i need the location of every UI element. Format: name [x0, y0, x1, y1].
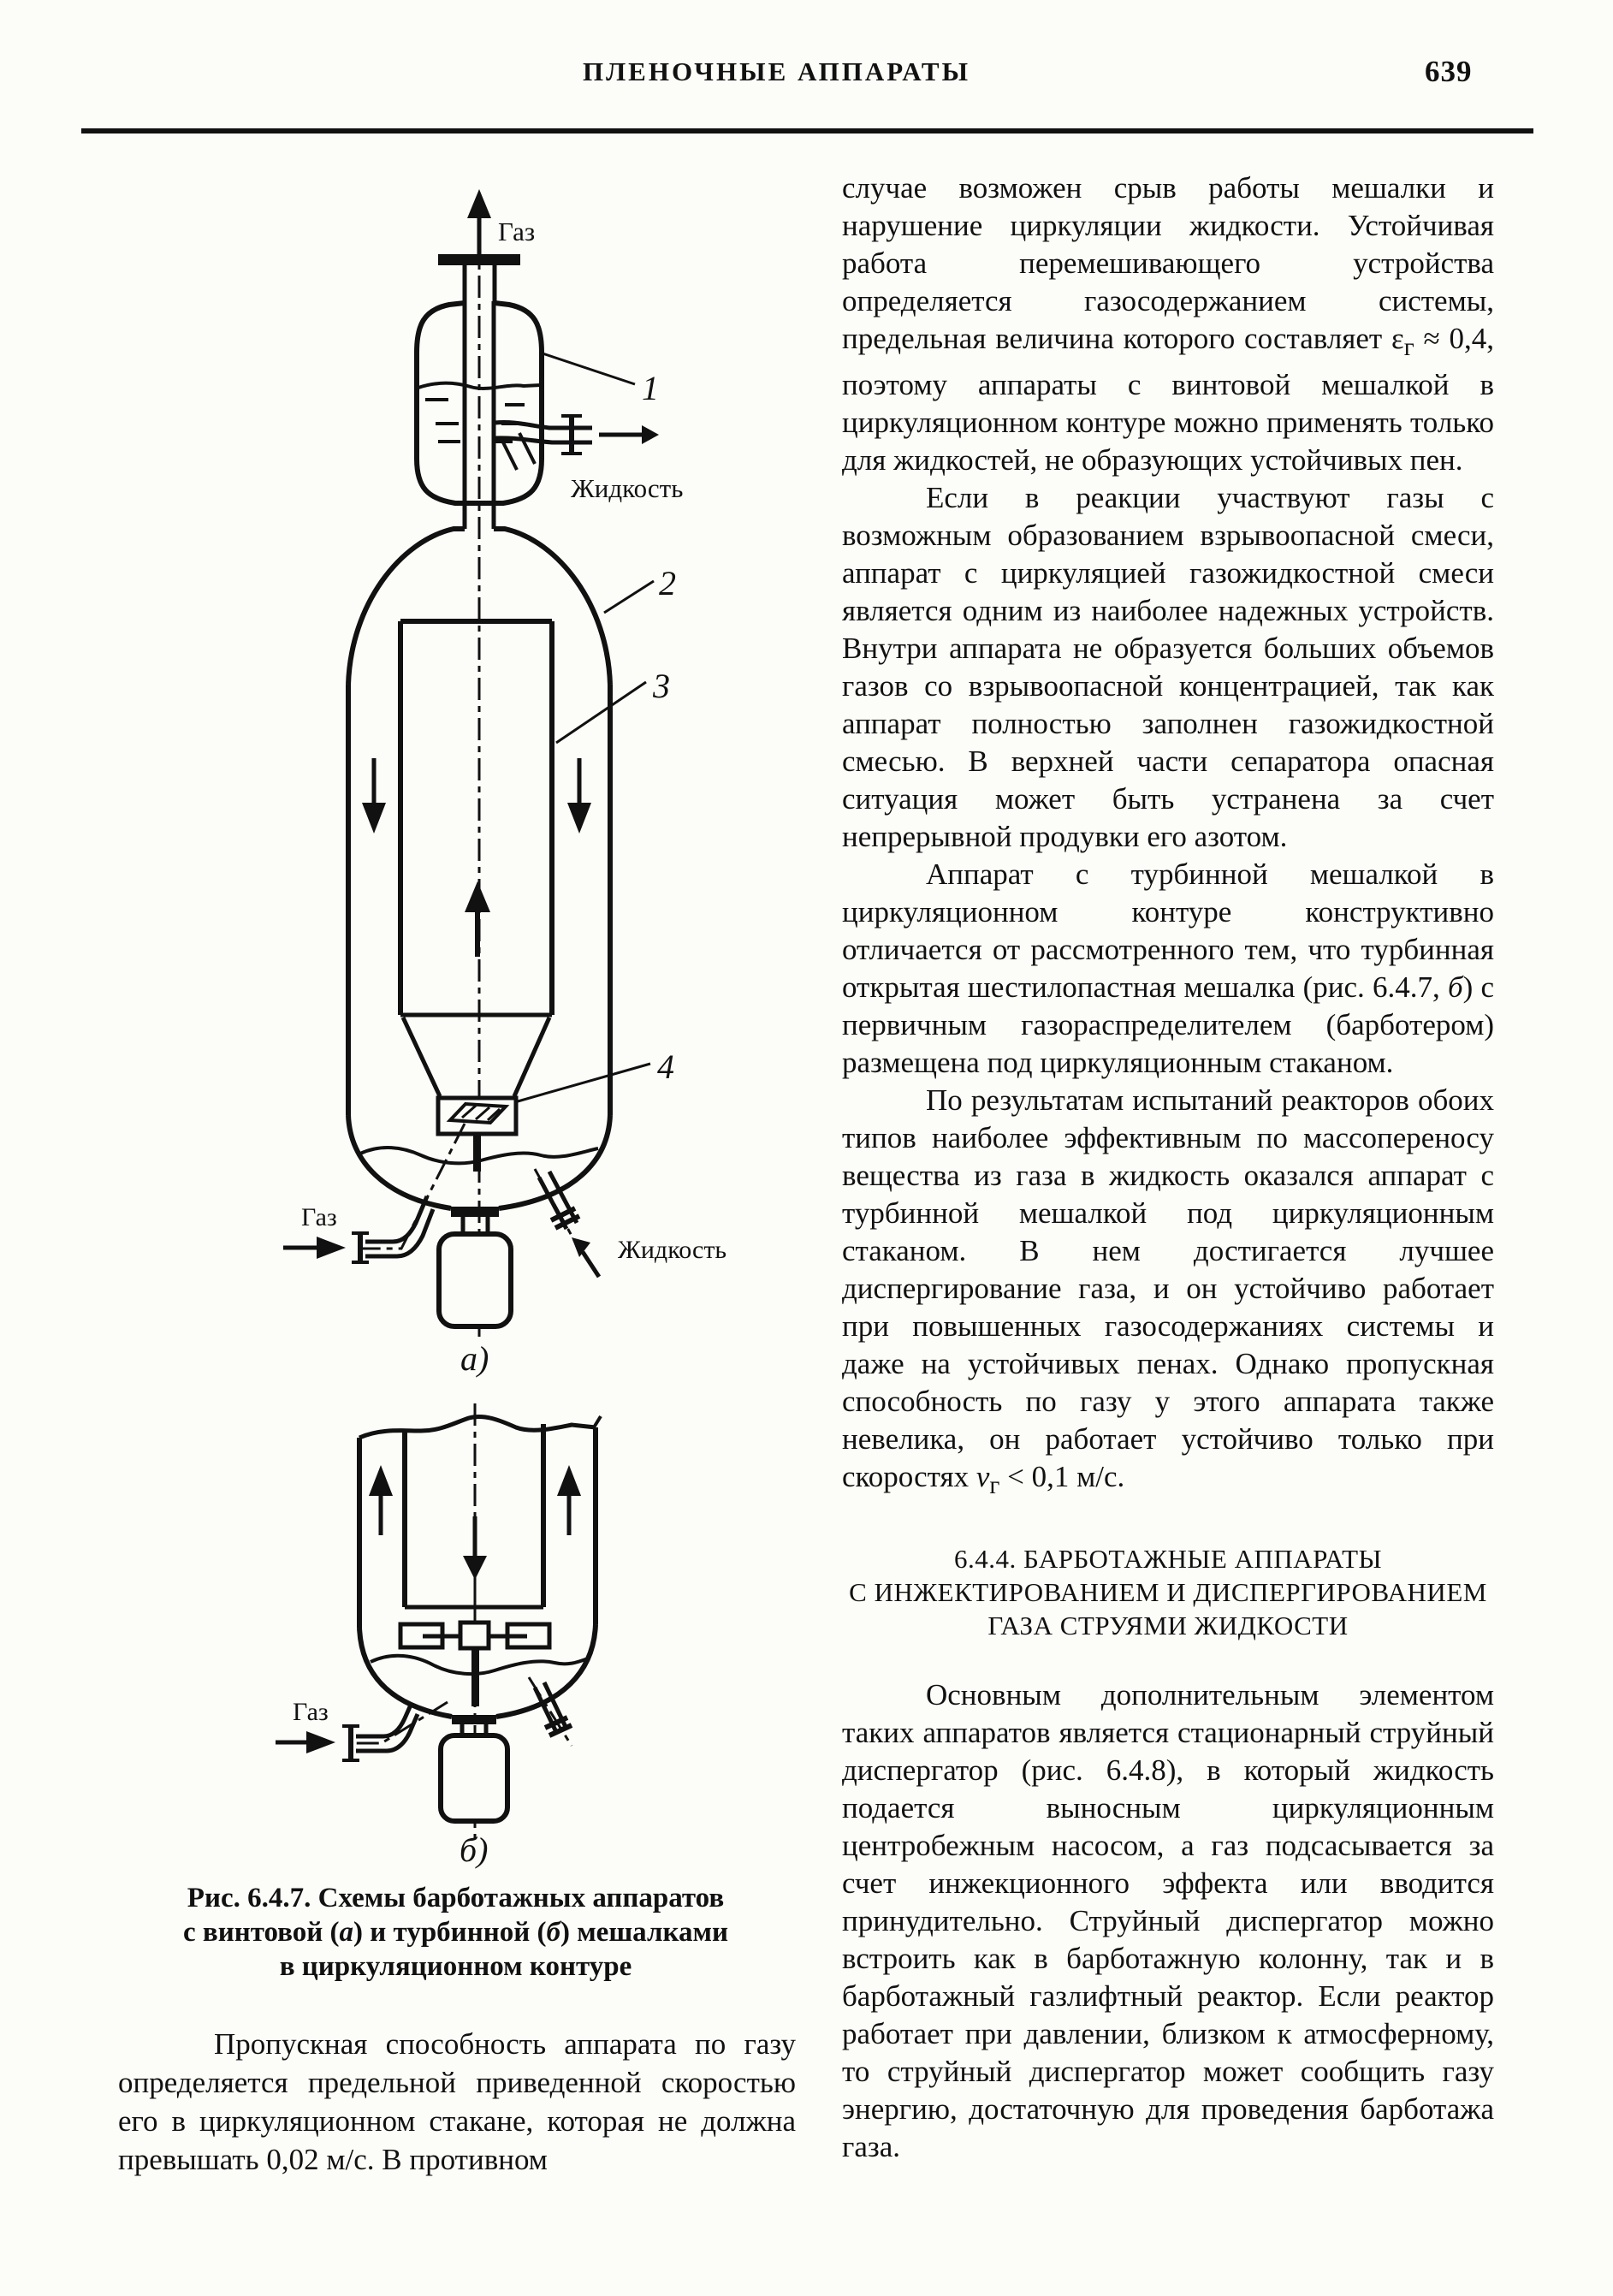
section-heading-line: 6.4.4. БАРБОТАЖНЫЕ АППАРАТЫ [953, 1544, 1383, 1574]
left-column-paragraph: Пропускная способность аппарата по газу определяется предельной приведенной скоростью его в циркуляционном стакане, которая не должна превышать 0,02 м/с. В противном [118, 2027, 796, 2176]
callout-2 [604, 581, 654, 613]
callout-1 [543, 353, 635, 384]
label-gas-outlet: Газ [498, 217, 536, 246]
gas-inlet-a [283, 1124, 465, 1262]
right-column [842, 169, 1494, 2166]
body-paragraph: По результатам испытаний реакторов обоих типов наиболее эффективным по массопереносу вещества из газа в жидкость оказался аппарат с турбинной мешалкой под циркуляционным стаканом. В нем достигается лучшее диспергирование газа, и он устойчиво работает при повышенных газосодержаниях системы и даже на устойчивых пенах. Однако пропускная способность по газу у этого аппарата также невелика, он работает устойчиво только при скоростях $v_г < 0,1$ м/с. [842, 1083, 1494, 1499]
section-heading-line: ГАЗА СТРУЯМИ ЖИДКОСТИ [987, 1611, 1349, 1640]
body-paragraph: случае возможен срыв работы мешалки и нарушение циркуляции жидкости. Устойчивая работа перемешивающего устройства определяется газосодержанием системы, предельная величина которого составляет $\varepsilon_г \approx 0,4$, поэтому аппараты с винтовой мешалкой в циркуляционном контуре можно применять только для жидкостей, не образующих устойчивых пен. [842, 171, 1494, 477]
page-number: 639 [1425, 55, 1473, 88]
section-heading [842, 1542, 1494, 1642]
liquid-outlet-pipe [495, 416, 659, 470]
label-liquid-outlet: Жидкость [571, 473, 684, 503]
label-liquid-inlet-a: Жидкость [618, 1236, 727, 1264]
section-heading-line: С ИНЖЕКТИРОВАНИЕМ И ДИСПЕРГИРОВАНИЕМ [849, 1577, 1487, 1607]
figure-caption: Рис. 6.4.7. Схемы барботажных аппаратов с винтовой (а) и турбинной (б) мешалками в циркуляционном контуре [182, 1883, 728, 1982]
diagram-b [276, 1403, 601, 1869]
screw-agitator [438, 1098, 516, 1172]
label-subfigure-a: а) [460, 1339, 489, 1378]
label-part-4: 4 [657, 1047, 674, 1086]
label-subfigure-b: б) [460, 1830, 489, 1869]
turbine-agitator [400, 1623, 549, 1706]
label-gas-inlet-a: Газ [301, 1203, 337, 1231]
outlet-valve-icon [561, 416, 582, 454]
body-paragraph: Основным дополнительным элементом таких аппаратов является стационарный струйный диспергатор (рис. 6.4.8), в который жидкость подается выносным циркуляционным центробежным насосом, а газ подсасывается за счет инжекционного эффекта или вводится принудительно. Струйный диспергатор можно встроить как в барботажную колонну, так и в барботажный газлифтный реактор. Если реактор работает при давлении, близком к атмосферному, то струйный диспергатор может сообщить газу энергию, достаточную для проведения барботажа газа. [842, 1678, 1494, 2163]
diagram-a [283, 189, 726, 1378]
label-part-1: 1 [642, 369, 659, 407]
body-paragraph: Аппарат с турбинной мешалкой в циркуляционном контуре конструктивно отличается от рассмотренного тем, что турбинная открытая шестилопастная мешалка (рис. 6.4.7, б) с первичным газораспределителем (барботером) размещена под циркуляционным стаканом. [842, 857, 1494, 1079]
figure-6-4-7-diagram [86, 145, 813, 1891]
liquid-outlet-arrow-icon [599, 425, 659, 444]
label-gas-inlet-b: Газ [293, 1698, 329, 1726]
label-part-2: 2 [659, 564, 676, 602]
running-head: ПЛЕНОЧНЫЕ АППАРАТЫ [582, 56, 971, 86]
callout-4 [518, 1064, 650, 1101]
gas-outlet-arrow-icon [467, 189, 491, 255]
body-paragraph: Если в реакции участвуют газы с возможным образованием взрывоопасной смеси, аппарат с циркуляцией газожидкостной смеси является одним из наиболее надежных устройств. Внутри аппарата не образуется больших объемов газов со взрывоопасной концентрацией, так как аппарат полностью заполнен газожидкостной смесью. В верхней части сепаратора опасная ситуация может быть устранена за счет непрерывной продувки его азотом. [842, 481, 1494, 853]
circulation-tube-a [400, 621, 552, 1096]
label-part-3: 3 [653, 667, 670, 705]
callout-3 [556, 682, 646, 743]
flow-arrows-a [362, 758, 591, 957]
header-rule [81, 128, 1533, 133]
drive-assembly-a [439, 1207, 511, 1326]
